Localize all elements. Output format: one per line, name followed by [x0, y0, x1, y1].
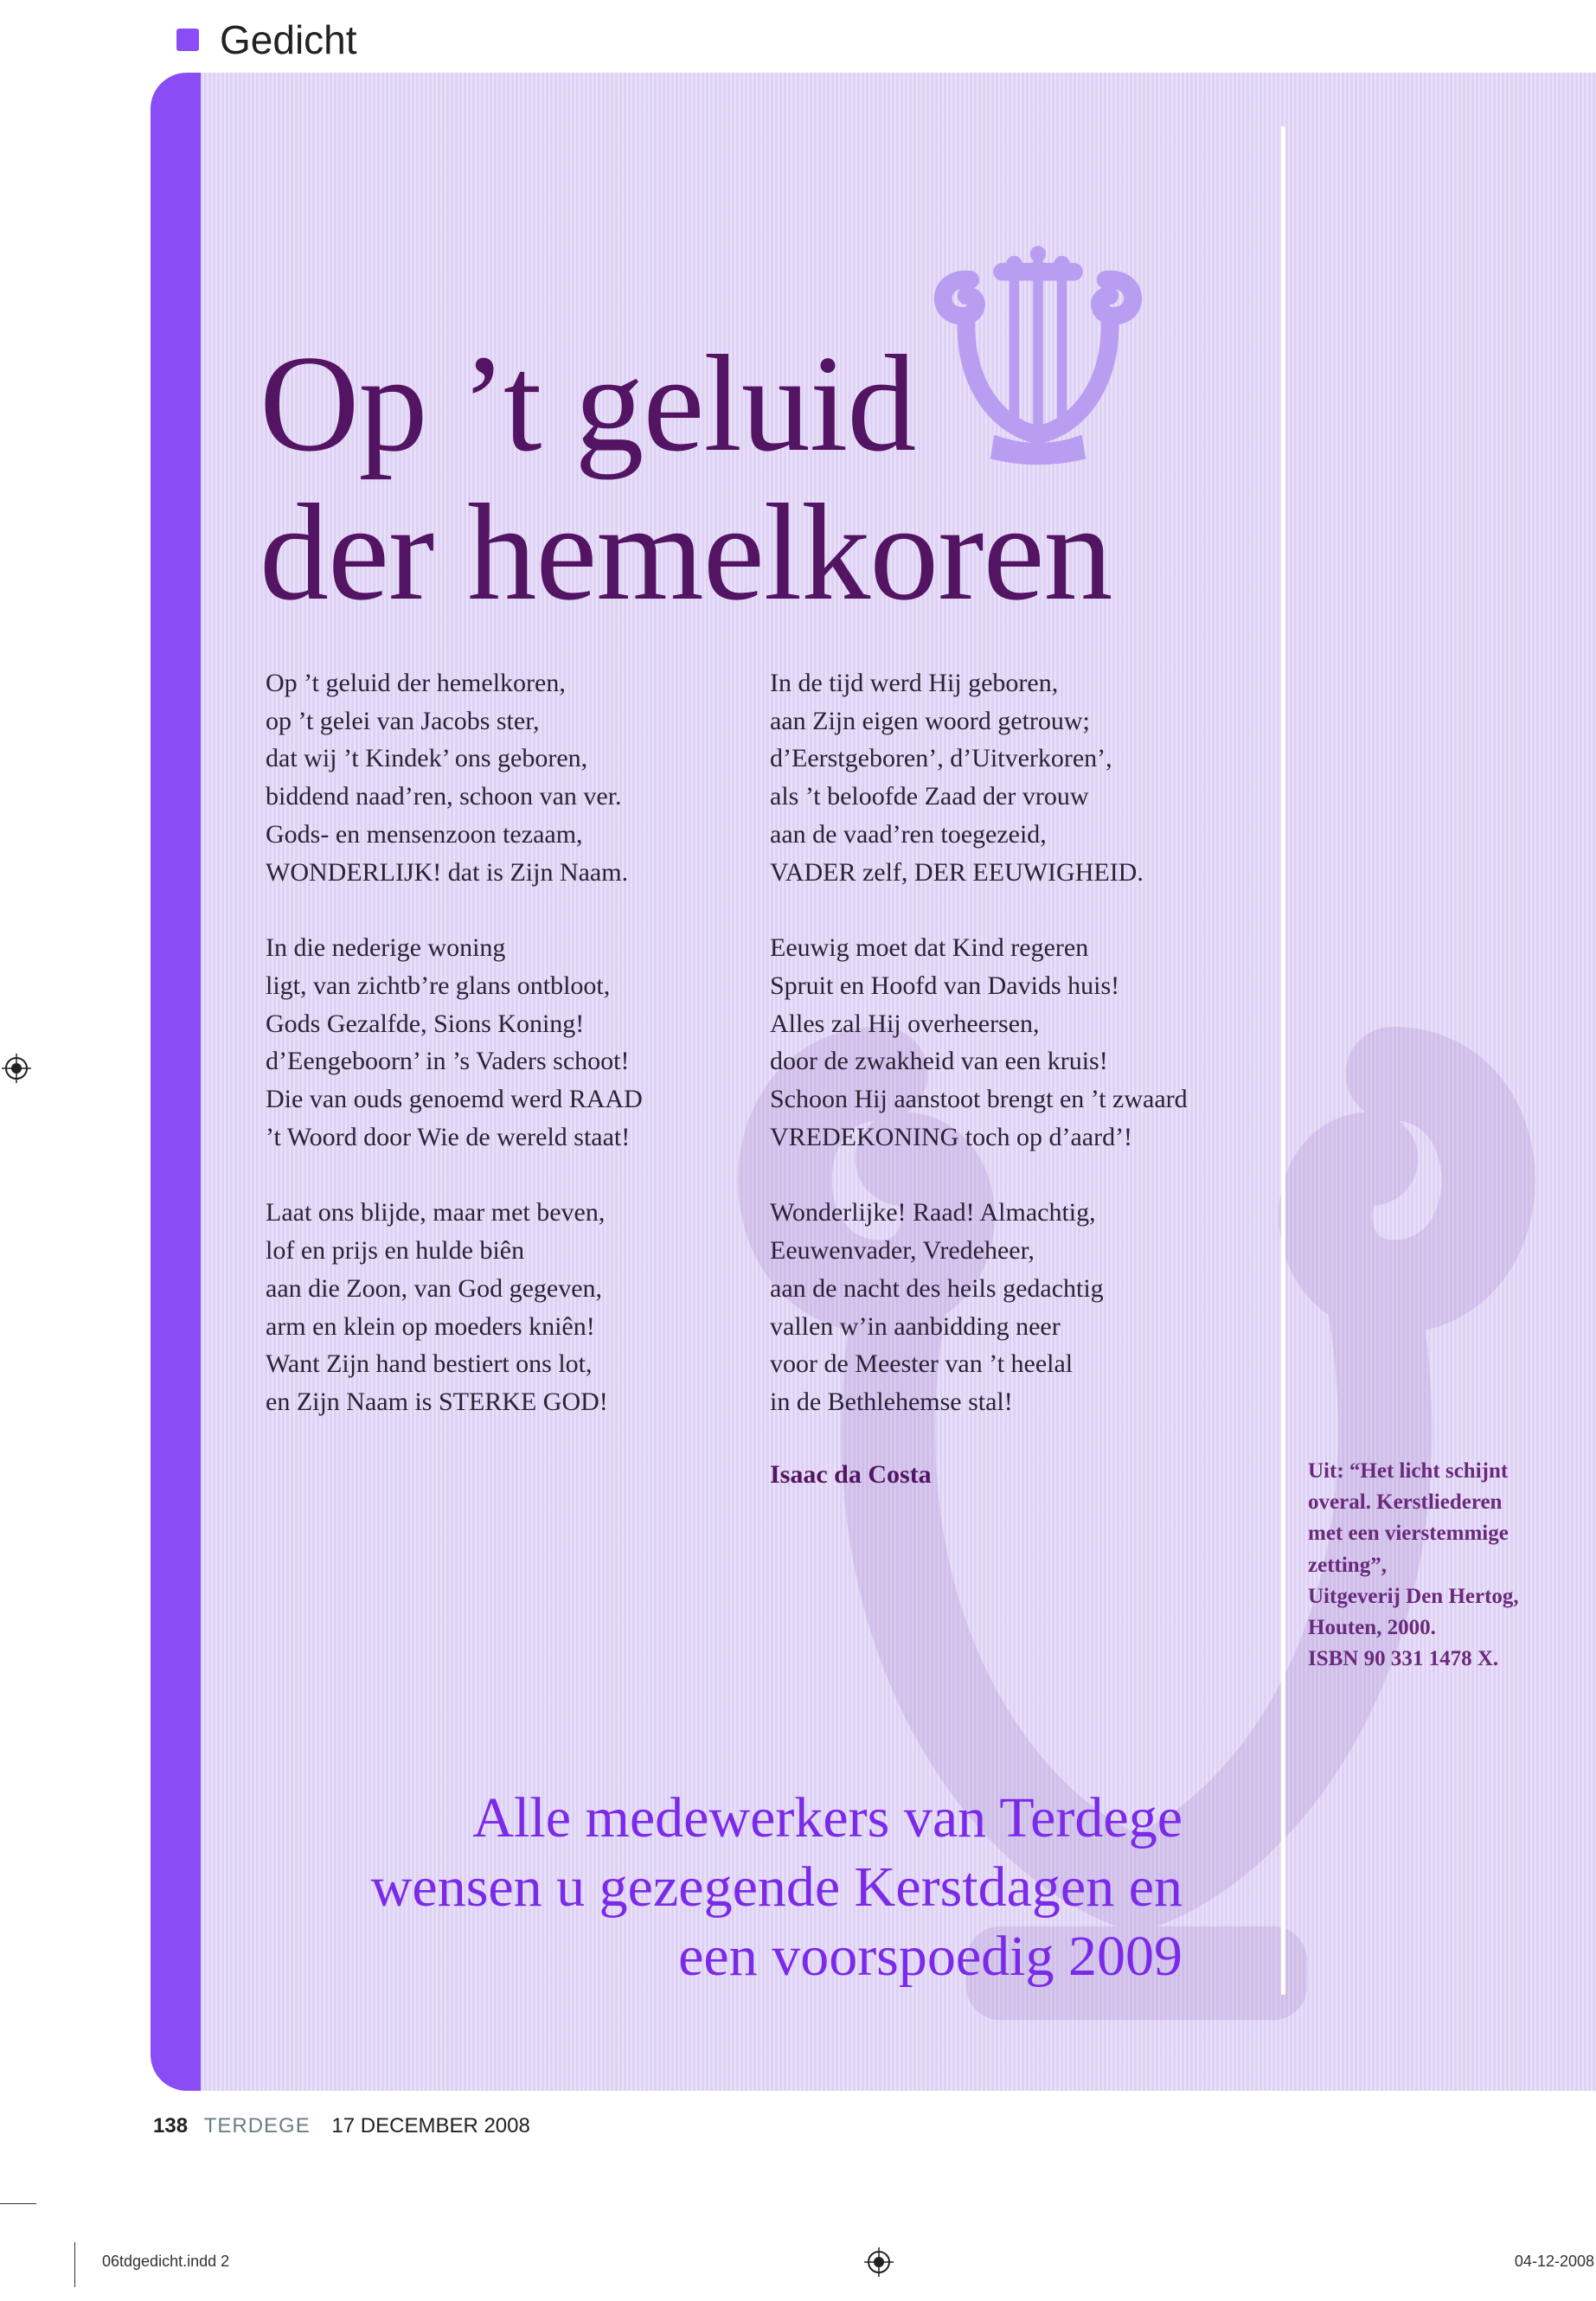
source-line: met een vierstemmige	[1308, 1522, 1509, 1546]
poem-line: arm en klein op moeders kniên!	[266, 1311, 595, 1341]
poem-line: ’t Woord door Wie de wereld staat!	[266, 1122, 631, 1151]
poem-line: WONDERLIJK! dat is Zijn Naam.	[266, 857, 629, 887]
poem-line: Laat ons blijde, maar met beven,	[266, 1198, 606, 1227]
poem-line: aan de vaad’ren toegezeid,	[770, 819, 1047, 849]
stanza	[266, 929, 750, 1156]
poem-line: Die van ouds genoemd werd RAAD	[266, 1085, 643, 1114]
magazine-name: TERDEGE	[203, 2114, 311, 2138]
source-line: overal. Kerstliederen	[1308, 1490, 1503, 1515]
source-line: zetting”,	[1308, 1553, 1387, 1577]
section-header	[176, 17, 357, 62]
poem-line: VADER zelf, DER EEUWIGHEID.	[770, 857, 1144, 887]
trim-mark	[0, 2203, 36, 2204]
poem-line: In de tijd werd Hij geboren,	[770, 669, 1059, 697]
page-footer	[153, 2114, 530, 2138]
source-line: ISBN 90 331 1478 X.	[1308, 1647, 1499, 1671]
poem-line: VREDEKONING toch op d’aard’!	[770, 1122, 1133, 1151]
poem-line: ligt, van zichtb’re glans ontbloot,	[266, 971, 611, 1000]
poem-line: en Zijn Naam is STERKE GOD!	[266, 1387, 608, 1416]
accent-stripe	[151, 73, 201, 2091]
poem-line: in de Bethlehemse stal!	[770, 1387, 1013, 1416]
poem-line: voor de Meester van ’t heelal	[770, 1349, 1074, 1379]
section-square-icon	[176, 29, 199, 51]
page-number: 138	[153, 2114, 189, 2138]
poem-line: d’Eengeboorn’ in ’s Vaders schoot!	[266, 1047, 630, 1076]
poem-line: vallen w’in aanbidding neer	[770, 1311, 1061, 1341]
poem-line: Gods- en mensenzoon tezaam,	[266, 819, 583, 849]
poem-column-left	[266, 664, 750, 1459]
poem-line: dat wij ’t Kindek’ ons geboren,	[266, 744, 588, 773]
stanza	[266, 664, 750, 891]
poem-author: Isaac da Costa	[770, 1460, 932, 1489]
title-line-1: Op ’t geluid	[260, 326, 916, 480]
poem-line: In die nederige woning	[266, 933, 506, 963]
poem-line: Wonderlijke! Raad! Almachtig,	[770, 1198, 1096, 1227]
poem-line: Eeuwenvader, Vredeheer,	[770, 1236, 1035, 1266]
poem-line: Alles zal Hij overheersen,	[770, 1009, 1040, 1038]
poem-line: Spruit en Hoofd van Davids huis!	[770, 971, 1120, 1000]
source-line: Uit: “Het licht schijnt	[1308, 1459, 1509, 1483]
poem-column-right	[770, 664, 1254, 1459]
source-line: Houten, 2000.	[1308, 1616, 1436, 1640]
poem-line: als ’t beloofde Zaad der vrouw	[770, 782, 1089, 811]
stanza	[266, 1194, 750, 1420]
poem-title	[260, 326, 1112, 629]
stanza	[770, 1194, 1254, 1420]
section-label: Gedicht	[220, 17, 357, 62]
poem-line: Gods Gezalfde, Sions Koning!	[266, 1009, 585, 1038]
title-line-2: der hemelkoren	[260, 475, 1112, 629]
poem-line: Eeuwig moet dat Kind regeren	[770, 933, 1089, 963]
poem-line: aan de nacht des heils gedachtig	[770, 1273, 1104, 1303]
poem-line: Want Zijn hand bestiert ons lot,	[266, 1349, 593, 1379]
stanza	[770, 929, 1254, 1156]
poem-line: Op ’t geluid der hemelkoren,	[266, 669, 566, 697]
poem-line: op ’t gelei van Jacobs ster,	[266, 706, 540, 735]
greeting-line: Alle medewerkers van Terdege	[472, 1786, 1183, 1849]
poem-line: aan Zijn eigen woord getrouw;	[770, 706, 1090, 735]
registration-mark-icon	[864, 2247, 894, 2277]
source-line: Uitgeverij Den Hertog,	[1308, 1584, 1519, 1608]
issue-date: 17 DECEMBER 2008	[331, 2114, 530, 2138]
slug-date: 04-12-2008	[1514, 2253, 1594, 2270]
poem-line: d’Eerstgeboren’, d’Uitverkoren’,	[770, 744, 1112, 773]
poem-line: biddend naad’ren, schoon van ver.	[266, 782, 622, 811]
slug-line	[74, 2242, 75, 2287]
poem-line: Schoon Hij aanstoot brengt en ’t zwaard	[770, 1085, 1188, 1114]
stanza	[770, 664, 1254, 891]
greeting-line: wensen u gezegende Kerstdagen en	[370, 1856, 1183, 1919]
source-note	[1308, 1456, 1567, 1675]
greeting-line: een voorspoedig 2009	[678, 1925, 1183, 1988]
registration-mark-icon	[2, 1054, 31, 1083]
poem-line: door de zwakheid van een kruis!	[770, 1047, 1108, 1076]
christmas-greeting	[371, 1784, 1183, 1991]
column-rule	[1281, 126, 1285, 1995]
poem-line: lof en prijs en hulde biên	[266, 1236, 525, 1266]
poem-line: aan die Zoon, van God gegeven,	[266, 1273, 603, 1303]
slug-filename: 06tdgedicht.indd 2	[102, 2253, 230, 2270]
